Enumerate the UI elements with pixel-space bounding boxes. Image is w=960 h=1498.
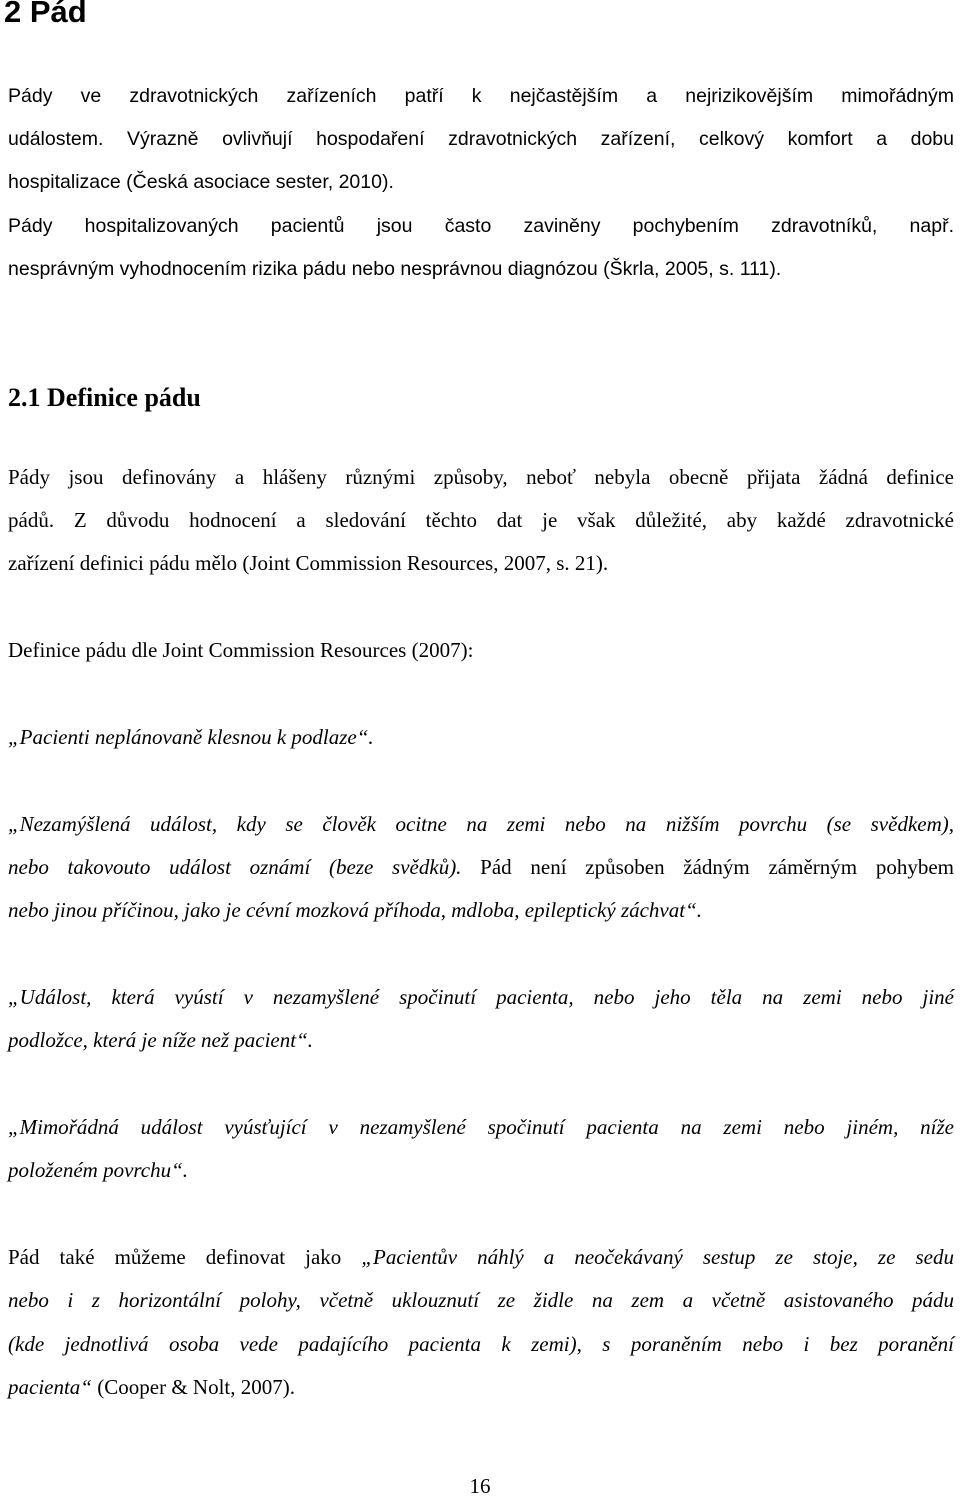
definition-source-paragraph [8,629,954,672]
quote-2 [8,803,954,932]
intro-line-3: hospitalizace (Česká asociace sester, 2010). [8,171,394,193]
para3-line-1-italic: „Pacientův náhlý a neočekávaný sestup ze stoje, ze sedu [361,1245,954,1269]
chapter-title: 2 Pád [4,0,87,29]
page-number: 16 [469,1474,491,1498]
intro2-line-2: nesprávným vyhodnocením rizika pádu nebo nesprávnou diagnózou (Škrla, 2005, s. 111). [8,258,782,280]
quote1-text: „Pacienti neplánovaně klesnou k podlaze“. [8,725,374,749]
intro2-line-1: Pády hospitalizovaných pacientů jsou často zaviněny pochybením zdravotníků, např. [8,215,954,237]
quote2-line-3: nebo jinou příčinou, jako je cévní mozková příhoda, mdloba, epileptický záchvat“. [8,898,703,922]
para3-line-4-italic: pacienta“ [8,1374,92,1399]
para3-line-2: nebo i z horizontální polohy, včetně uklouznutí ze židle na zem a včetně asistovaného pádu [8,1288,954,1313]
para2-line: Definice pádu dle Joint Commission Resources (2007): [8,638,474,662]
final-paragraph [8,1236,954,1409]
quote-1 [8,716,954,759]
quote-3 [8,976,954,1062]
intro-line-1: Pády ve zdravotnických zařízeních patří k nejčastějším a nejrizikovějším mimořádným [8,85,954,107]
section-title: 2.1 Definice pádu [8,383,201,412]
quote-4 [8,1106,954,1192]
quote3-line-1: „Událost, která vyústí v nezamyšlené spočinutí pacienta, nebo jeho těla na zemi nebo jiné [8,985,954,1009]
definition-paragraph [8,456,954,585]
quote3-line-2: podložce, která je níže než pacient“. [8,1028,314,1052]
quote2-line-1: „Nezamýšlená událost, kdy se člověk ocitne na zemi nebo na nižším povrchu (se svědkem), [8,812,954,836]
para3-line-1-normal: Pád také můžeme definovat jako [8,1245,362,1269]
para1-line-2: pádů. Z důvodu hodnocení a sledování těchto dat je však důležité, aby každé zdravotnické [8,508,954,532]
intro-paragraph [8,75,954,204]
para3-line-3: (kde jednotlivá osoba vede padajícího pacienta k zemi), s poraněním nebo i bez poranění [8,1331,954,1356]
quote4-line-2: položeném povrchu“. [8,1158,189,1182]
quote4-line-1: „Mimořádná událost vyúsťující v nezamyšlené spočinutí pacienta na zemi nebo jiném, níže [8,1115,954,1139]
para3-line-4-normal: (Cooper & Nolt, 2007). [92,1374,295,1399]
para1-line-3: zařízení definici pádu mělo (Joint Commission Resources, 2007, s. 21). [8,551,609,575]
para1-line-1: Pády jsou definovány a hlášeny různými způsoby, neboť nebyla obecně přijata žádná definice [8,465,954,489]
intro-line-2: událostem. Výrazně ovlivňují hospodaření zdravotnických zařízení, celkový komfort a dobu [8,128,954,150]
quote2-line-2-normal: Pád není způsoben žádným záměrným pohybem [461,855,954,879]
intro-paragraph-2 [8,205,954,291]
quote2-line-2-italic: nebo takovouto událost oznámí (beze svědků). [8,855,462,879]
